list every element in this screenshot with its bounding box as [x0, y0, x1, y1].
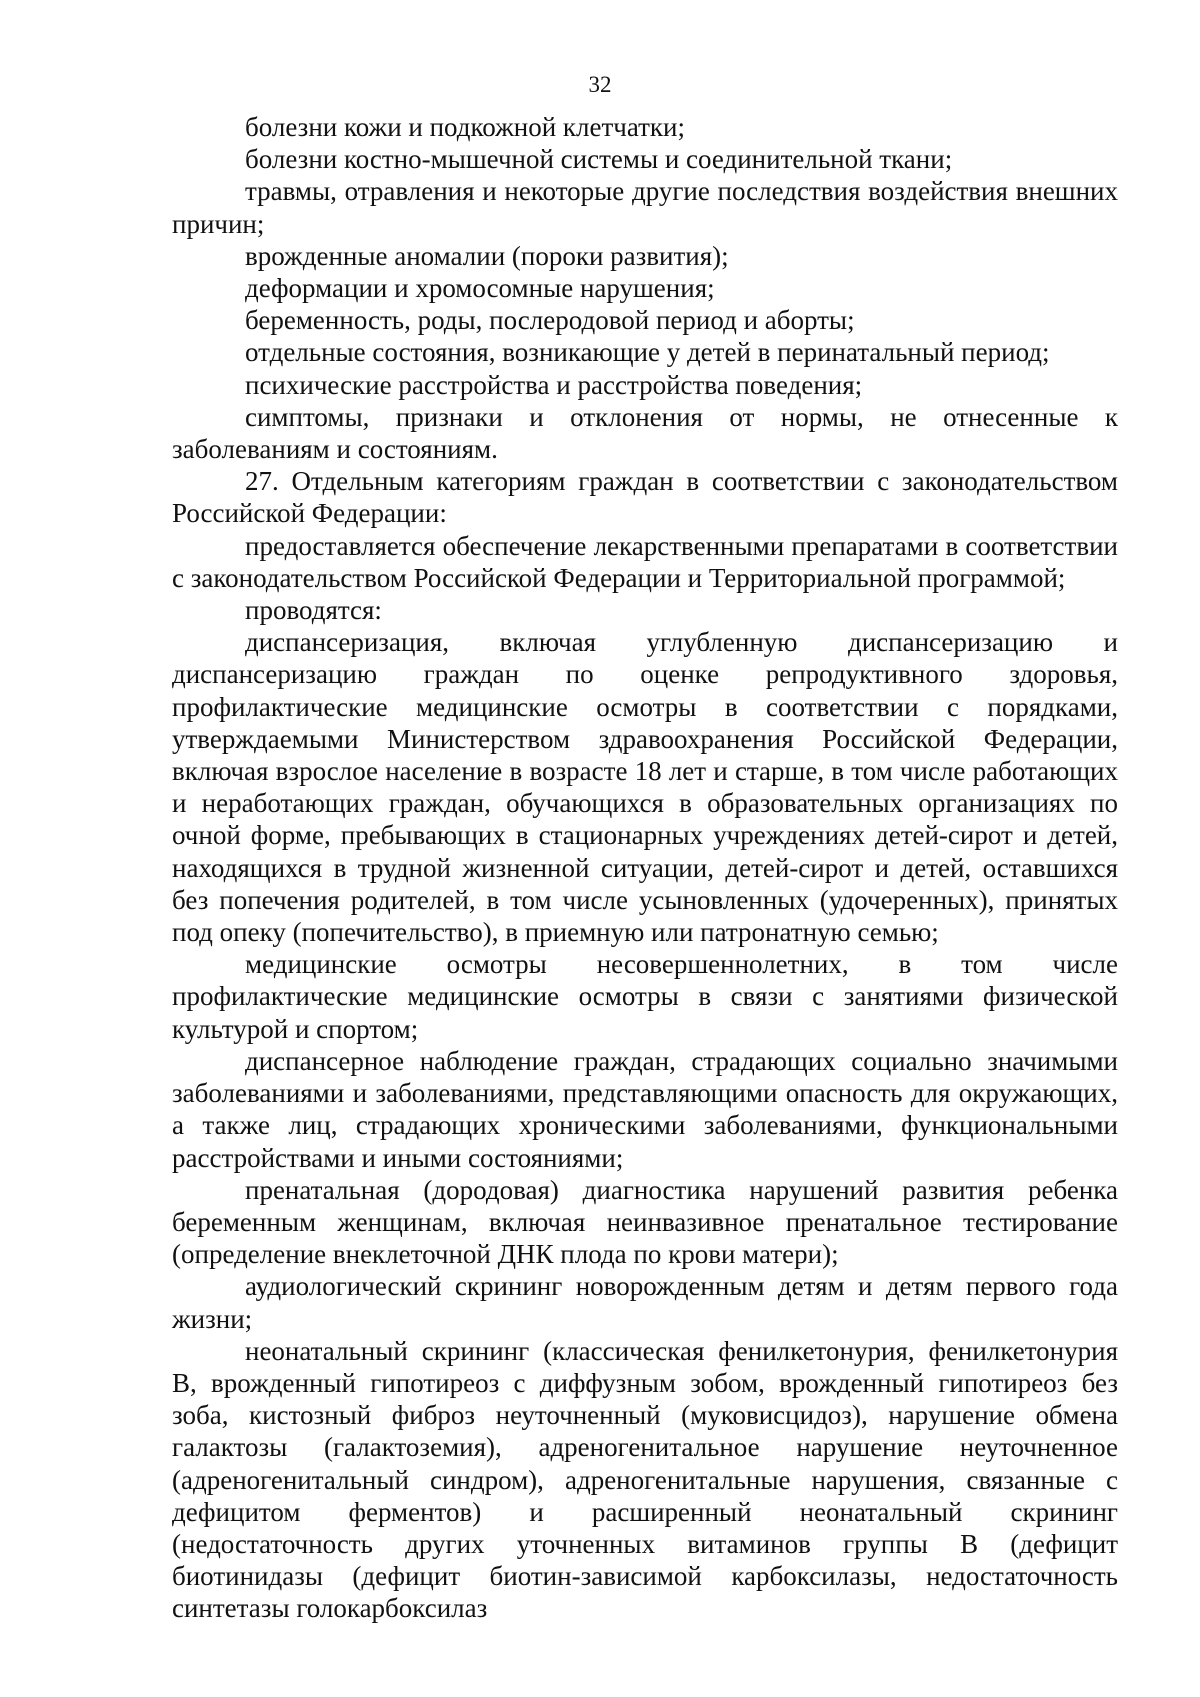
paragraph-section-27: 27. Отдельным категориям граждан в соответствии с законодательством Российской Федерации: — [172, 466, 1118, 529]
paragraph-minor-examinations: медицинские осмотры несовершеннолетних, в том числе профилактические медицинские осмотры в связи с занятиями физической культурой и спортом; — [172, 949, 1118, 1044]
paragraph-drug-provision: предоставляется обеспечение лекарственными препаратами в соответствии с законодательством Российской Федерации и Территориальной программой; — [172, 530, 1118, 593]
paragraph-conducted: проводятся: — [245, 595, 382, 626]
paragraph-prenatal-diagnostics: пренатальная (дородовая) диагностика нарушений развития ребенка беременным женщинам, включая неинвазивное пренатальное тестирование (определение внеклеточной ДНК плода по крови матери); — [172, 1174, 1118, 1270]
document-body — [172, 111, 1118, 1625]
paragraph-skin-diseases: болезни кожи и подкожной клетчатки; — [245, 112, 686, 142]
paragraph-neonatal-screening: неонатальный скрининг (классическая фенилкетонурия, фенилкетонурия B, врожденный гипотиреоз с диффузным зобом, врожденный гипотиреоз без зоба, кистозный фиброз неуточненный (муковисцидоз), нарушение обмена галактозы (галактоземия), адреногенитальное нарушение неуточненное (адреногенитальный синдром), адреногенитальные нарушения, связанные с дефицитом ферментов) и расширенный неонатальный скрининг (недостаточность других уточненных витаминов группы B (дефицит биотинидазы (дефицит биотин-зависимой карбоксилазы, недостаточность синтетазы голокарбоксилаз — [172, 1335, 1118, 1624]
paragraph-injuries-poisonings: травмы, отравления и некоторые другие последствия воздействия внешних причин; — [172, 176, 1118, 239]
paragraph-audiological-screening: аудиологический скрининг новорожденным детям и детям первого года жизни; — [172, 1271, 1118, 1334]
paragraph-perinatal-conditions: отдельные состояния, возникающие у детей в перинатальный период; — [245, 337, 1050, 368]
paragraph-musculoskeletal-diseases: болезни костно-мышечной системы и соединительной ткани; — [245, 144, 953, 175]
paragraph-symptoms: симптомы, признаки и отклонения от нормы, не отнесенные к заболеваниям и состояниям. — [172, 401, 1118, 465]
paragraph-pregnancy: беременность, роды, послеродовой период и аборты; — [245, 305, 855, 336]
paragraph-chromosomal-disorders: деформации и хромосомные нарушения; — [245, 273, 715, 304]
paragraph-dispensary-observation: диспансерное наблюдение граждан, страдающих социально значимыми заболеваниями и заболеваниями, представляющими опасность для окружающих, а также лиц, страдающих хроническими заболеваниями, функциональными расстройствами и иными состояниями; — [172, 1045, 1118, 1173]
paragraph-congenital-anomalies: врожденные аномалии (пороки развития); — [245, 240, 729, 271]
paragraph-dispensarization: диспансеризация, включая углубленную диспансеризацию и диспансеризацию граждан по оценке репродуктивного здоровья, профилактические медицинские осмотры в соответствии с порядками, утверждаемыми Министерством здравоохранения Российской Федерации, включая взрослое население в возрасте 18 лет и старше, в том числе работающих и неработающих граждан, обучающихся в образовательных организациях по очной форме, пребывающих в стационарных учреждениях детей-сирот и детей, находящихся в трудной жизненной ситуации, детей-сирот и детей, оставшихся без попечения родителей, в том числе усыновленных (удочеренных), принятых под опеку (попечительство), в приемную или патронатную семью; — [172, 627, 1118, 948]
paragraph-mental-disorders: психические расстройства и расстройства поведения; — [245, 369, 863, 400]
page-number: 32 — [588, 72, 612, 97]
